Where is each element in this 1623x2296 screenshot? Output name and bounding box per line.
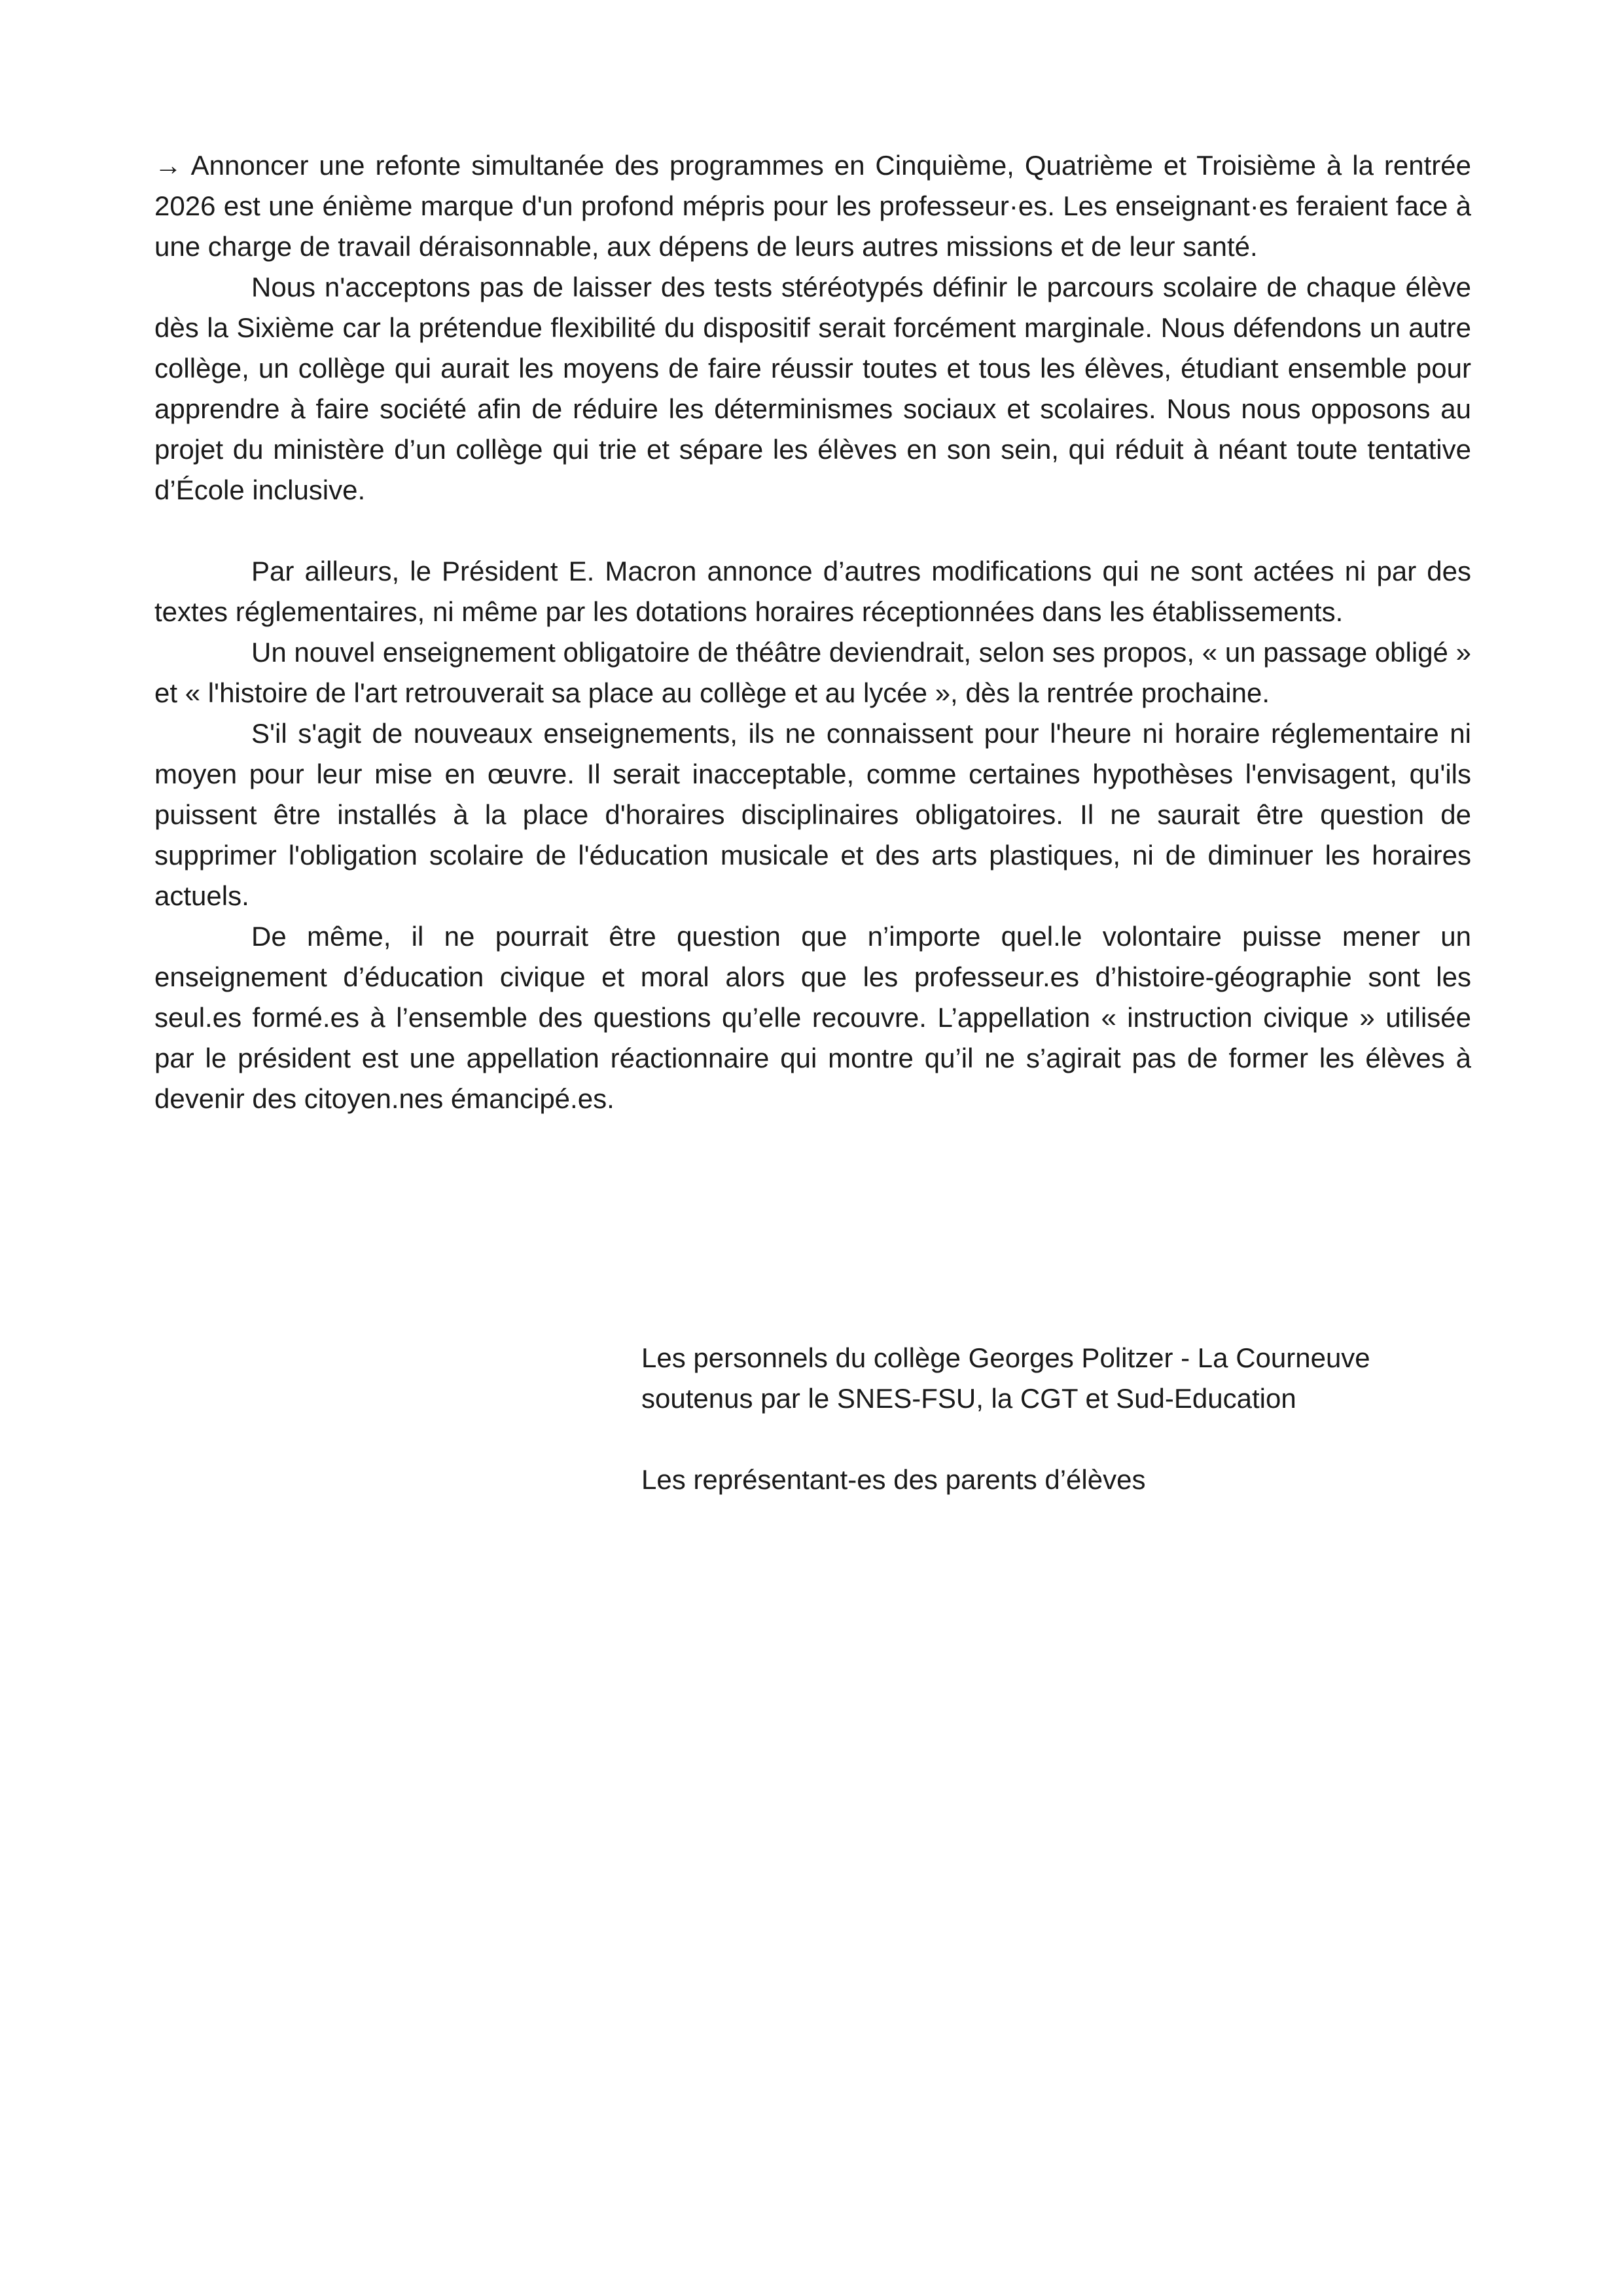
paragraph-civic-education: De même, il ne pourrait être question que n’importe quel.le volontaire puisse mener un enseignement d’éducation civique et moral alors que les professeur.es d’histoire-géographie sont les seul.es formé.es à l’ensemble des questions qu’elle recouvre. L’appellation « instruction civique » utilisée par le président est une appellation réactionnaire qui montre qu’il ne s’agirait pas de former les élèves à devenir des citoyen.nes émancipé.es. <box>154 921 1471 1114</box>
document-body <box>154 145 1471 1119</box>
paragraph-theatre: Un nouvel enseignement obligatoire de théâtre deviendrait, selon ses propos, « un passage obligé » et « l'histoire de l'art retrouverait sa place au collège et au lycée », dès la rentrée prochaine. <box>154 637 1471 708</box>
signature-line-parents: Les représentant-es des parents d’élèves <box>641 1464 1146 1495</box>
paragraph-reform-announcement: → Annoncer une refonte simultanée des programmes en Cinquième, Quatrième et Troisième à la rentrée 2026 est une énième marque d'un profond mépris pour les professeur·es. Les enseignant·es feraient face à une charge de travail déraisonnable, aux dépens de leurs autres missions et de leur santé. <box>154 150 1471 262</box>
paragraph-spacer <box>154 511 1471 551</box>
signature-line-staff: Les personnels du collège Georges Politzer - La Courneuve <box>641 1342 1370 1373</box>
signature-block <box>641 1338 1471 1500</box>
paragraph-president-announcement: Par ailleurs, le Président E. Macron annonce d’autres modifications qui ne sont actées ni par des textes réglementaires, ni même par les dotations horaires réceptionnées dans les établissements. <box>154 556 1471 627</box>
paragraph-new-teachings: S'il s'agit de nouveaux enseignements, ils ne connaissent pour l'heure ni horaire réglementaire ni moyen pour leur mise en œuvre. Il serait inacceptable, comme certaines hypothèses l'envisagent, qu'ils puissent être installés à la place d'horaires disciplinaires obligatoires. Il ne saurait être question de supprimer l'obligation scolaire de l'éducation musicale et des arts plastiques, ni de diminuer les horaires actuels. <box>154 718 1471 911</box>
paragraph-tests-stereotypes: Nous n'acceptons pas de laisser des tests stéréotypés définir le parcours scolaire de chaque élève dès la Sixième car la prétendue flexibilité du dispositif serait forcément marginale. Nous défendons un autre collège, un collège qui aurait les moyens de faire réussir toutes et tous les élèves, étudiant ensemble pour apprendre à faire société afin de réduire les déterminismes sociaux et scolaires. Nous nous opposons au projet du ministère d’un collège qui trie et sépare les élèves en son sein, qui réduit à néant toute tentative d’École inclusive. <box>154 272 1471 505</box>
signature-spacer <box>641 1419 1471 1460</box>
signature-line-unions: soutenus par le SNES-FSU, la CGT et Sud-Education <box>641 1383 1296 1414</box>
